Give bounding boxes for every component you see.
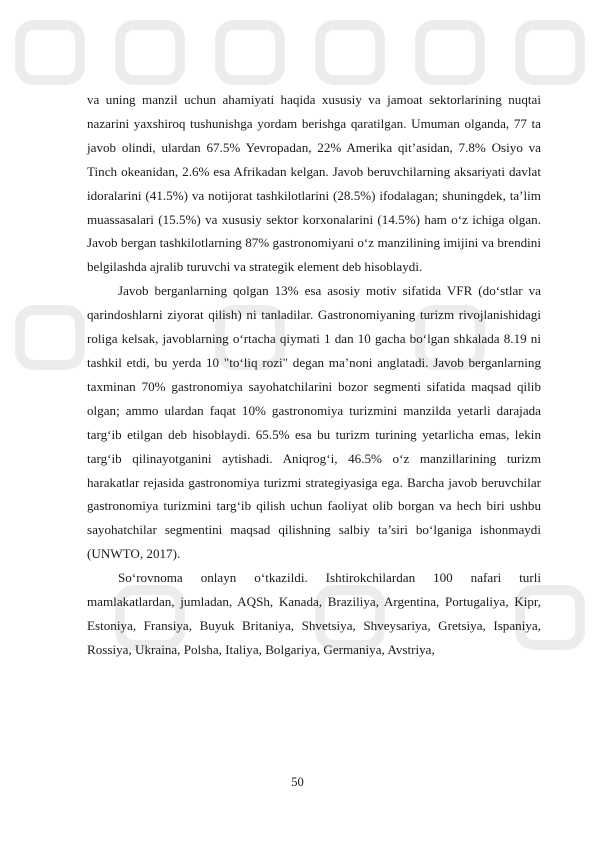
page-number: 50 [291,775,304,789]
paragraph-1: va uning manzil uchun ahamiyati haqida xususiy va jamoat sektorlarining nuqtai nazarini yaxshiroq tushunishga yordam berishga qaratilgan. Umuman olganda, 77 ta javob olindi, ulardan 67.5% Yevropadan, 22% Amerika qit’asidan, 7.8% Osiyo va Tinch okeanidan, 2.6% esa Afrikadan kelgan. Javob beruvchilarning aksariyati davlat idoralarini (41.5%) va notijorat tashkilotlarini (28.5%) ifodalagan; shuningdek, ta’lim muassasalari (15.5%) va xususiy sektor korxonalarini (14.5%) ham o‘z ichiga olgan. Javob bergan tashkilotlarning 87% gastronomiyani o‘z manzilining imijini va brendini belgilashda ajralib turuvchi va strategik element deb hisoblaydi. [87,92,541,275]
paragraph-3: So‘rovnoma onlayn o‘tkazildi. Ishtirokchilardan 100 nafari turli mamlakatlardan, jumladan, AQSh, Kanada, Braziliya, Argentina, Portugaliya, Kipr, Estoniya, Fransiya, Buyuk Britaniya, Shvetsiya, Shveysariya, Gretsiya, Ispaniya, Rossiya, Ukraina, Polsha, Italiya, Bolgariya, Germaniya, Avstriya, [87,570,541,657]
document-body [87,88,541,662]
paragraph-2: Javob berganlarning qolgan 13% esa asosiy motiv sifatida VFR (do‘stlar va qarindoshlarni ziyorat qilish) ni tanladilar. Gastronomiyaning turizm rivojlanishidagi roliga kelsak, javoblarning o‘rtacha qiymati 1 dan 10 gacha bo‘lgan shkalada 8.19 ni tashkil etdi, bu yerda 10 "to‘liq rozi" degan ma’noni anglatadi. Javob berganlarning taxminan 70% gastronomiya sayohatchilarini bozor segmenti sifatida maqsad qilib olgan; ammo ulardan faqat 10% gastronomiya turizmini manzilda yetarli darajada targ‘ib etilgan deb hisoblaydi. 65.5% esa bu turizm turining yetarlicha emas, lekin targ‘ib qilinayotganini aytishadi. Aniqrog‘i, 46.5% o‘z manzillarining turizm harakatlar rejasida gastronomiya turizmi strategiyasiga ega. Barcha javob beruvchilar gastronomiya turizmini targ‘ib qilish uchun faoliyat olib borgan va hech biri ushbu sayohatchilar segmentini maqsad qilishning salbiy ta’siri bo‘lganiga ishonmaydi (UNWTO, 2017). [87,283,541,562]
